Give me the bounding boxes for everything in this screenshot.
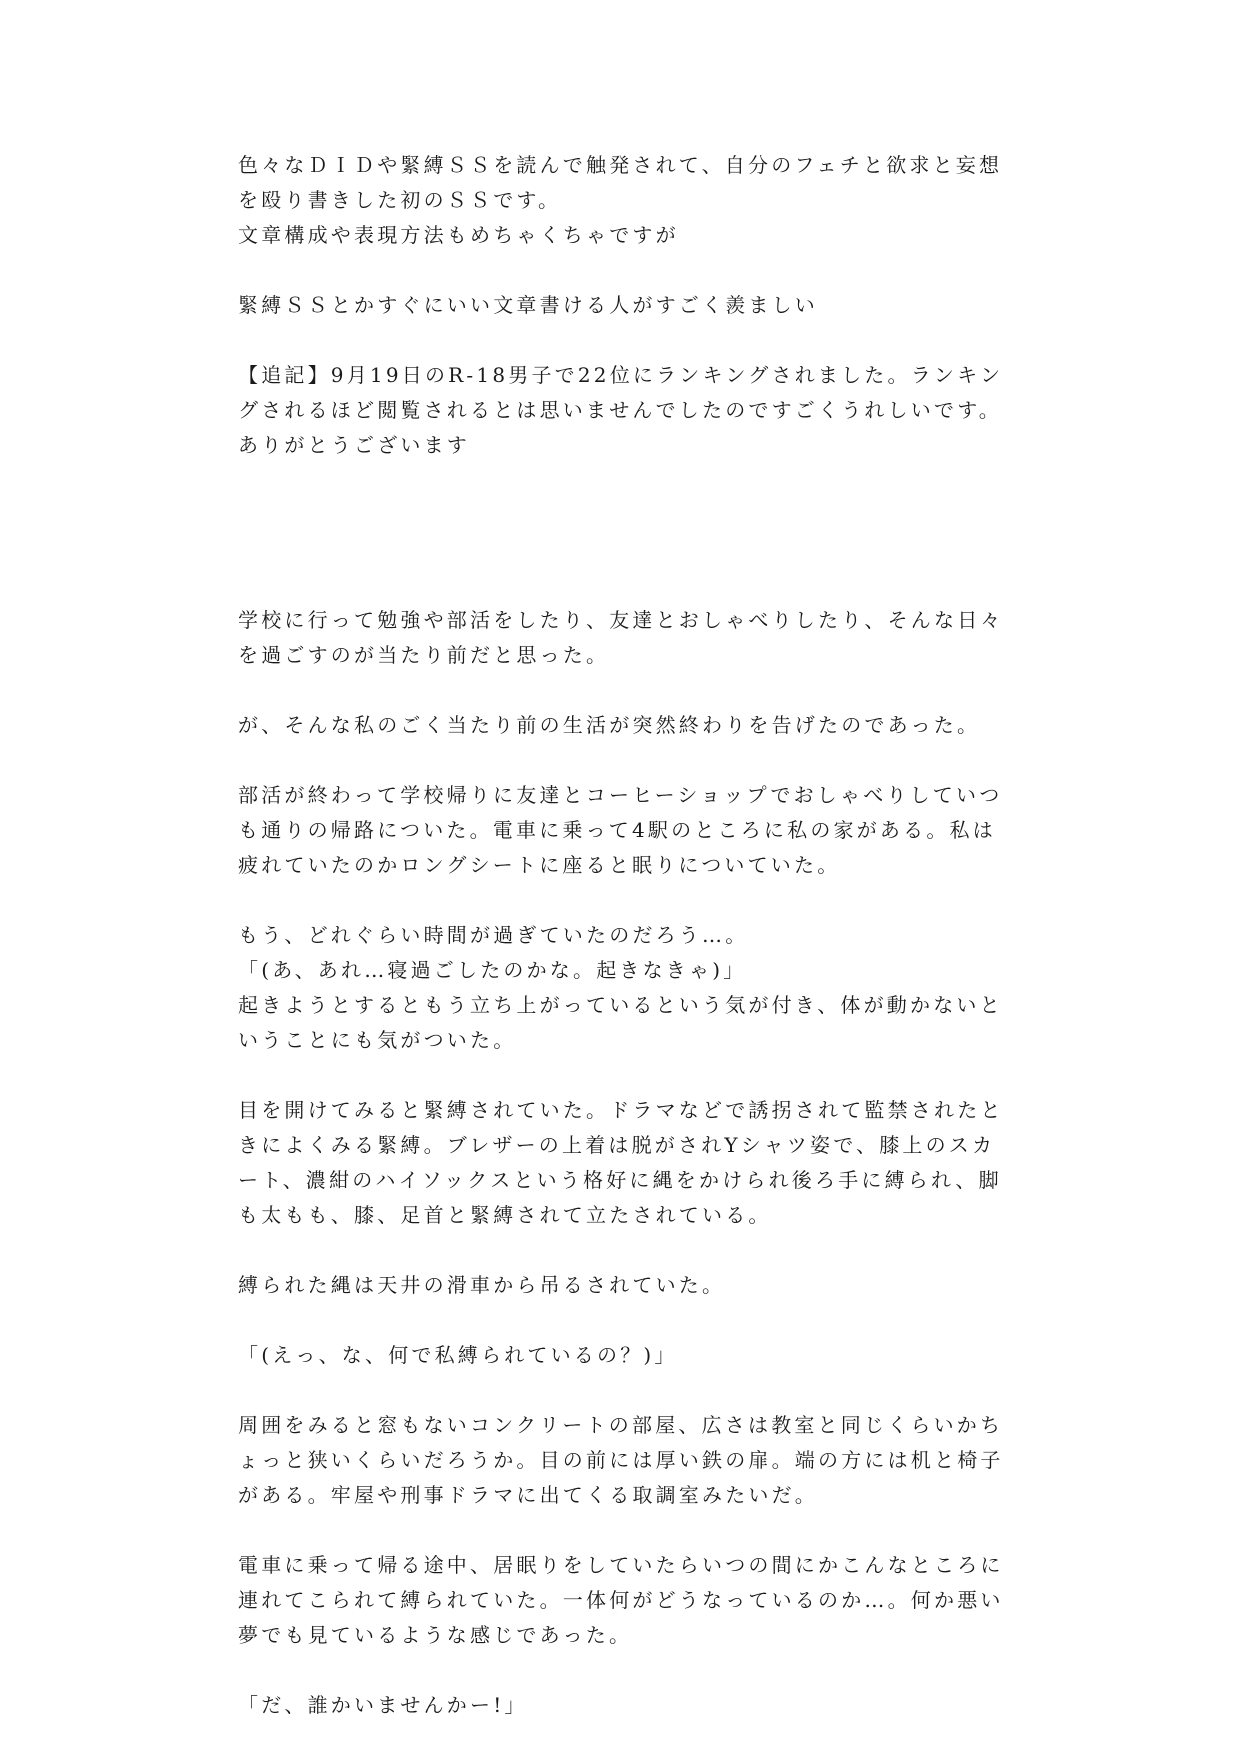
story-paragraph-5: 目を開けてみると緊縛されていた。ドラマなどで誘拐されて監禁されたときによくみる緊縛。ブレザーの上着は脱がされYシャツ姿で、膝上のスカート、濃紺のハイソックスという格好に縄をかけられ後ろ手に縛られ、脚も太もも、膝、足首と緊縛されて立たされている。: [238, 1098, 1004, 1227]
story-paragraph-9: 電車に乗って帰る途中、居眠りをしていたらいつの間にかこんなところに連れてこられて縛られていた。一体何がどうなっているのか…。何か悪い夢でも見ているような感じであった。: [238, 1553, 1004, 1647]
paragraph-spacer: [238, 253, 1010, 288]
story-paragraph-10: 「だ、誰かいませんかー!」: [238, 1693, 528, 1717]
story-paragraph-3: 部活が終わって学校帰りに友達とコーヒーショップでおしゃべりしていつも通りの帰路についた。電車に乗って4駅のところに私の家がある。私は疲れていたのかロングシートに座ると眠りについていた。: [238, 783, 1003, 877]
preface-intro: 色々なＤＩＤや緊縛ＳＳを読んで触発されて、自分のフェチと欲求と妄想を殴り書きした初のＳＳです。 文章構成や表現方法もめちゃくちゃですが: [238, 153, 1003, 247]
paragraph-spacer: [238, 743, 1010, 778]
story-paragraph-4: もう、どれぐらい時間が過ぎていたのだろう…。 「(あ、あれ…寝過ごしたのかな。起きなきゃ)」 起きようとするともう立ち上がっているという気が付き、体が動かないということにも気がついた。: [238, 923, 1003, 1052]
paragraph-spacer: [238, 1373, 1010, 1408]
paragraph-spacer: [238, 673, 1010, 708]
paragraph-spacer: [238, 1233, 1010, 1268]
story-paragraph-1: 学校に行って勉強や部活をしたり、友達とおしゃべりしたり、そんな日々を過ごすのが当たり前だと思った。: [238, 608, 1004, 667]
story-paragraph-7: 「(えっ、な、何で私縛られているの？)」: [238, 1343, 678, 1367]
paragraph-spacer: [238, 1303, 1010, 1338]
story-paragraph-2: が、そんな私のごく当たり前の生活が突然終わりを告げたのであった。: [238, 713, 981, 737]
story-paragraph-8: 周囲をみると窓もないコンクリートの部屋、広さは教室と同じくらいかちょっと狭いくらいだろうか。目の前には厚い鉄の扉。端の方には机と椅子がある。牢屋や刑事ドラマに出てくる取調室みたいだ。: [238, 1413, 1004, 1507]
paragraph-spacer: [238, 1513, 1010, 1548]
section-spacer: [238, 463, 1010, 603]
story-paragraph-6: 縛られた縄は天井の滑車から吊るされていた。: [238, 1273, 726, 1297]
preface-envy: 緊縛ＳＳとかすぐにいい文章書ける人がすごく羨ましい: [238, 293, 818, 317]
document-body: [238, 148, 1010, 1723]
paragraph-spacer: [238, 323, 1010, 358]
paragraph-spacer: [238, 1653, 1010, 1688]
paragraph-spacer: [238, 1058, 1010, 1093]
paragraph-spacer: [238, 883, 1010, 918]
preface-postscript: 【追記】9月19日のR-18男子で22位にランキングされました。ランキングされるほど閲覧されるとは思いませんでしたのですごくうれしいです。ありがとうございます: [238, 363, 1004, 457]
